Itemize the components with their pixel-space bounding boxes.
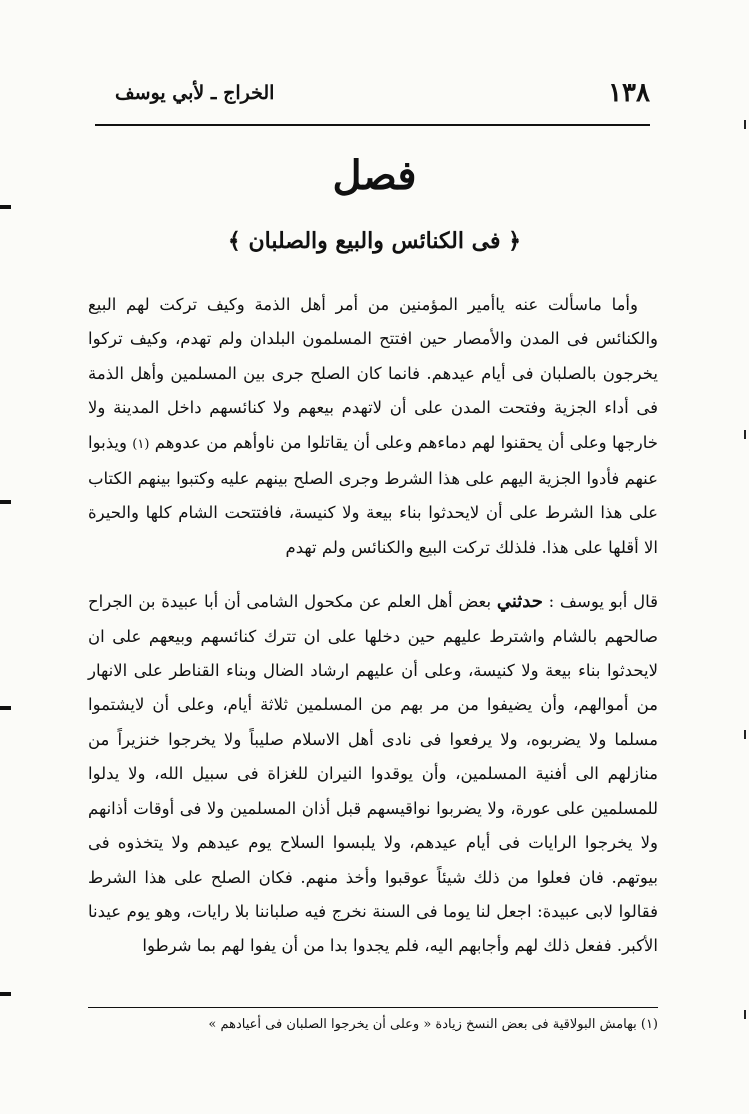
paragraph-1	[88, 288, 658, 565]
paragraph-2	[88, 585, 658, 963]
edge-tick	[744, 730, 746, 739]
margin-mark	[0, 706, 11, 710]
paragraph-1-continuation: ويذبوا عنهم فأدوا الجزية اليهم على هذا الشرط وجرى الصلح بينهم عليه وكتبوا بينهم الكتاب على هذا الشرط على أن لايحدثوا بناء بيعة ولا كنيسة، فافتتحت الشام كلها والحيرة الا أقلها على هذا. فلذلك تركت البيع والكنائس ولم تهدم	[88, 432, 658, 557]
edge-tick	[744, 1010, 746, 1019]
margin-mark	[0, 992, 11, 996]
paragraph-2-text: بعض أهل العلم عن مكحول الشامى أن أبا عبيدة بن الجراح صالحهم بالشام واشترط عليهم حين دخلها على ان تترك كنائسهم وبيعهم على ان لايحدثوا بناء بيعة ولا كنيسة، وعلى أن عليهم ارشاد الضال وبناء القناطر على الانهار من أموالهم، وأن يضيفوا من مر بهم من المسلمين ثلاثة أيام، وعلى أن لايشتموا مسلما ولا يضربوه، ولا يرفعوا فى نادى أهل الاسلام صليباً ولا يخرجوا خنزيراً من منازلهم الى أفنية المسلمين، وأن يوقدوا النيران للغزاة فى سبيل الله، ولا يدلوا للمسلمين على عورة، ولا يضربوا نواقيسهم قبل أذان المسلمين ولا فى أوقات أذانهم ولا يخرجوا الرايات فى أيام عيدهم، ولا يلبسوا السلاح يوم عيدهم ولا يتخذوه فى بيوتهم. فان فعلوا من ذلك شيئاً عوقبوا وأخذ منهم. فكان الصلح على هذا الشرط فقالوا لابى عبيدة: اجعل لنا يوما فى السنة نخرج فيه صلباننا بلا رايات، وهو يوم عيدنا الأكبر. ففعل ذلك لهم وأجابهم اليه، فلم يجدوا بدا من أن يفوا لهم بما شرطوا	[88, 592, 658, 956]
page-header	[95, 78, 650, 110]
paragraph-1-text: وأما ماسألت عنه ياأمير المؤمنين من أمر أهل الذمة وكيف تركت لهم البيع والكنائس فى المدن والأمصار حين افتتح المسلمون البلدان ولم تهدم، وكيف تركوا يخرجون بالصلبان فى أيام عيدهم. فانما كان الصلح جرى بين المسلمين وأهل الذمة فى أداء الجزية وفتحت المدن على أن لاتهدم بيعهم ولا كنائسهم داخل المدينة ولا خارجها وعلى أن يحقنوا لهم دماءهم وعلى أن يقاتلوا من ناوأهم من عدوهم	[88, 295, 658, 452]
paragraph-2-keyword: حدثني	[496, 591, 543, 613]
footnote-rule	[88, 1007, 658, 1008]
margin-mark	[0, 500, 11, 504]
paragraph-2-intro: قال أبو يوسف :	[548, 592, 659, 612]
running-title: الخراج ـ لأبي يوسف	[115, 82, 275, 104]
page-number: ١٣٨	[608, 78, 650, 108]
edge-tick	[744, 430, 746, 439]
edge-tick	[744, 120, 746, 129]
margin-mark	[0, 205, 11, 209]
header-rule	[95, 124, 650, 126]
section-heading: فصل	[332, 152, 417, 199]
footnote-reference: (١)	[132, 436, 150, 452]
section-subheading: ﴿ فى الكنائس والبيع والصلبان ﴾	[227, 228, 522, 254]
footnote: (١) بهامش البولاقية فى بعض النسخ زيادة « وعلى أن يخرجوا الصلبان فى أعيادهم »	[208, 1017, 658, 1032]
body-text	[88, 288, 658, 964]
